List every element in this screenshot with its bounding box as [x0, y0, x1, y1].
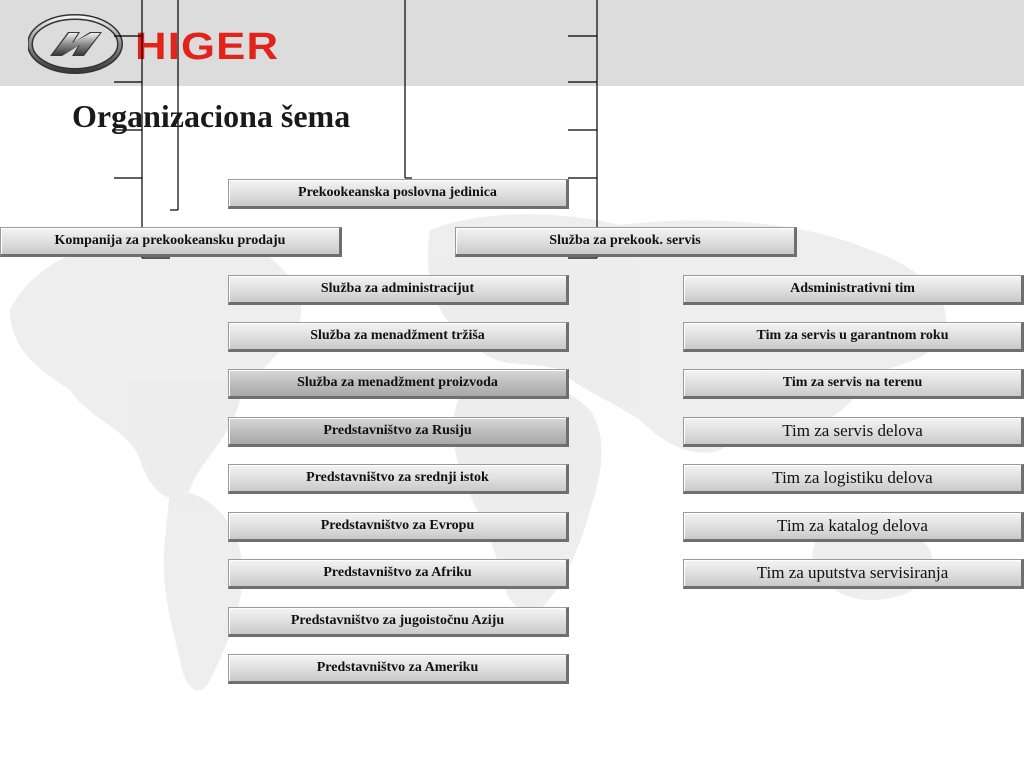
left-item: Predstavništvo za Afriku — [228, 559, 569, 589]
left-item: Služba za menadžment tržiša — [228, 322, 569, 352]
page-title: Organizaciona šema — [72, 98, 351, 134]
right-item: Tim za servis na terenu — [683, 369, 1024, 399]
node-right-head: Služba za prekook. servis — [455, 227, 797, 257]
right-item: Tim za servis u garantnom roku — [683, 322, 1024, 352]
left-item: Predstavništvo za Ameriku — [228, 654, 569, 684]
left-item: Predstavništvo za Rusiju — [228, 417, 569, 447]
node-left-head: Kompanija za prekookeansku prodaju — [0, 227, 342, 257]
left-item: Predstavništvo za jugoistočnu Aziju — [228, 607, 569, 637]
right-item: Adsministrativni tim — [683, 275, 1024, 305]
right-item: Tim za servis delova — [683, 417, 1024, 447]
left-item: Predstavništvo za srednji istok — [228, 464, 569, 494]
left-item: Služba za administracijut — [228, 275, 569, 305]
logo-wordmark: HIGER — [135, 26, 280, 68]
higer-logo — [28, 12, 288, 76]
right-item: Tim za logistiku delova — [683, 464, 1024, 494]
higer-emblem-icon — [28, 12, 128, 76]
node-root: Prekookeanska poslovna jedinica — [228, 179, 569, 209]
left-item: Predstavništvo za Evropu — [228, 512, 569, 542]
left-item: Služba za menadžment proizvoda — [228, 369, 569, 399]
right-item: Tim za uputstva servisiranja — [683, 559, 1024, 589]
right-item: Tim za katalog delova — [683, 512, 1024, 542]
